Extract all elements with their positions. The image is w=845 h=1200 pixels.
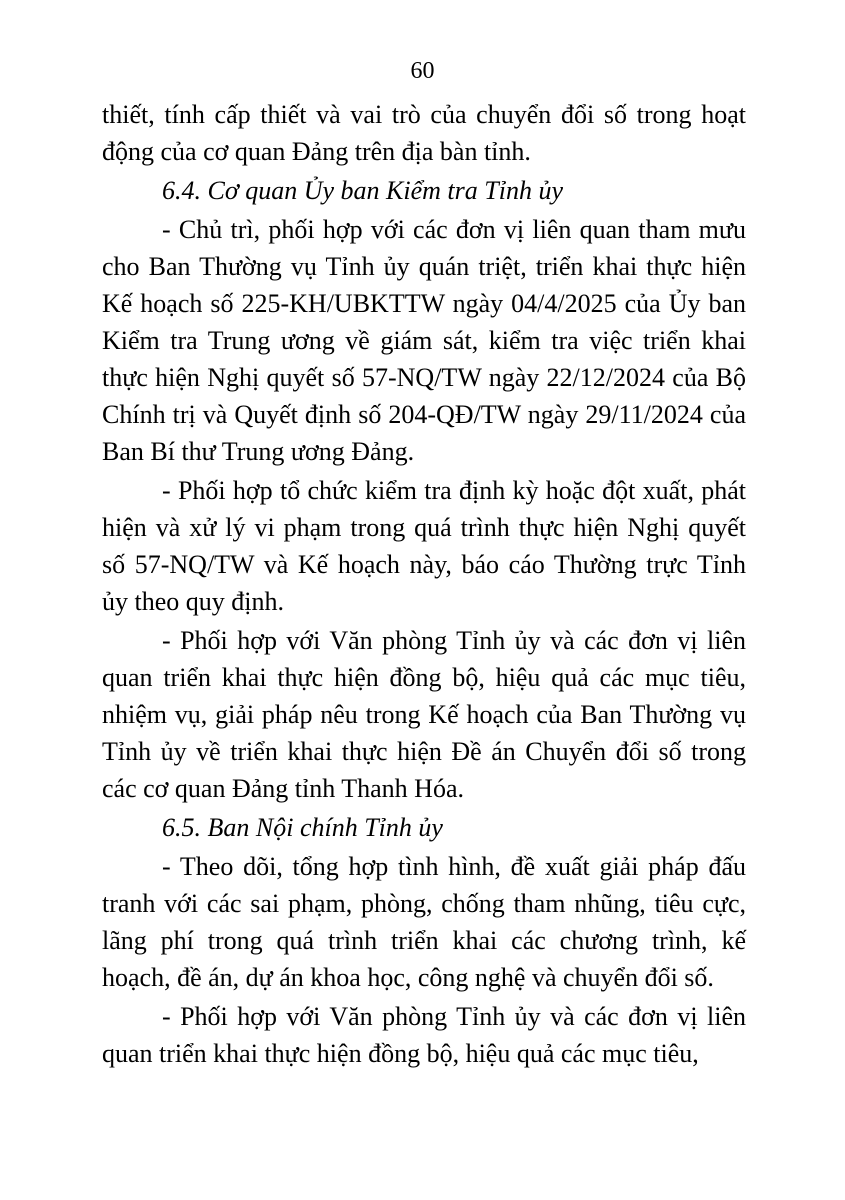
- paragraph-continuation: thiết, tính cấp thiết và vai trò của chuyển đổi số trong hoạt động của cơ quan Đảng trên địa bàn tỉnh.: [102, 100, 746, 166]
- paragraph-6-4-item-2: - Phối hợp tổ chức kiểm tra định kỳ hoặc đột xuất, phát hiện và xử lý vi phạm trong quá trình thực hiện Nghị quyết số 57-NQ/TW và Kế hoạch này, báo cáo Thường trực Tỉnh ủy theo quy định.: [102, 476, 746, 616]
- page-number: 60: [410, 58, 435, 84]
- paragraph-6-5-item-1: - Theo dõi, tổng hợp tình hình, đề xuất giải pháp đấu tranh với các sai phạm, phòng, chống tham nhũng, tiêu cực, lãng phí trong quá trình triển khai các chương trình, kế hoạch, đề án, dự án khoa học, công nghệ và chuyển đổi số.: [102, 852, 746, 992]
- section-heading-6-5: 6.5. Ban Nội chính Tỉnh ủy: [162, 813, 443, 842]
- section-heading-6-4: 6.4. Cơ quan Ủy ban Kiểm tra Tỉnh ủy: [162, 176, 563, 205]
- paragraph-6-4-item-1: - Chủ trì, phối hợp với các đơn vị liên quan tham mưu cho Ban Thường vụ Tỉnh ủy quán triệt, triển khai thực hiện Kế hoạch số 225-KH/UBKTTW ngày 04/4/2025 của Ủy ban Kiểm tra Trung ương về giám sát, kiểm tra việc triển khai thực hiện Nghị quyết số 57-NQ/TW ngày 22/12/2024 của Bộ Chính trị và Quyết định số 204-QĐ/TW ngày 29/11/2024 của Ban Bí thư Trung ương Đảng.: [102, 215, 746, 466]
- paragraph-6-5-item-2: - Phối hợp với Văn phòng Tỉnh ủy và các đơn vị liên quan triển khai thực hiện đồng bộ, hiệu quả các mục tiêu,: [102, 1002, 746, 1068]
- document-body: [102, 96, 746, 1074]
- paragraph-6-4-item-3: - Phối hợp với Văn phòng Tỉnh ủy và các đơn vị liên quan triển khai thực hiện đồng bộ, hiệu quả các mục tiêu, nhiệm vụ, giải pháp nêu trong Kế hoạch của Ban Thường vụ Tỉnh ủy về triển khai thực hiện Đề án Chuyển đổi số trong các cơ quan Đảng tỉnh Thanh Hóa.: [102, 626, 746, 803]
